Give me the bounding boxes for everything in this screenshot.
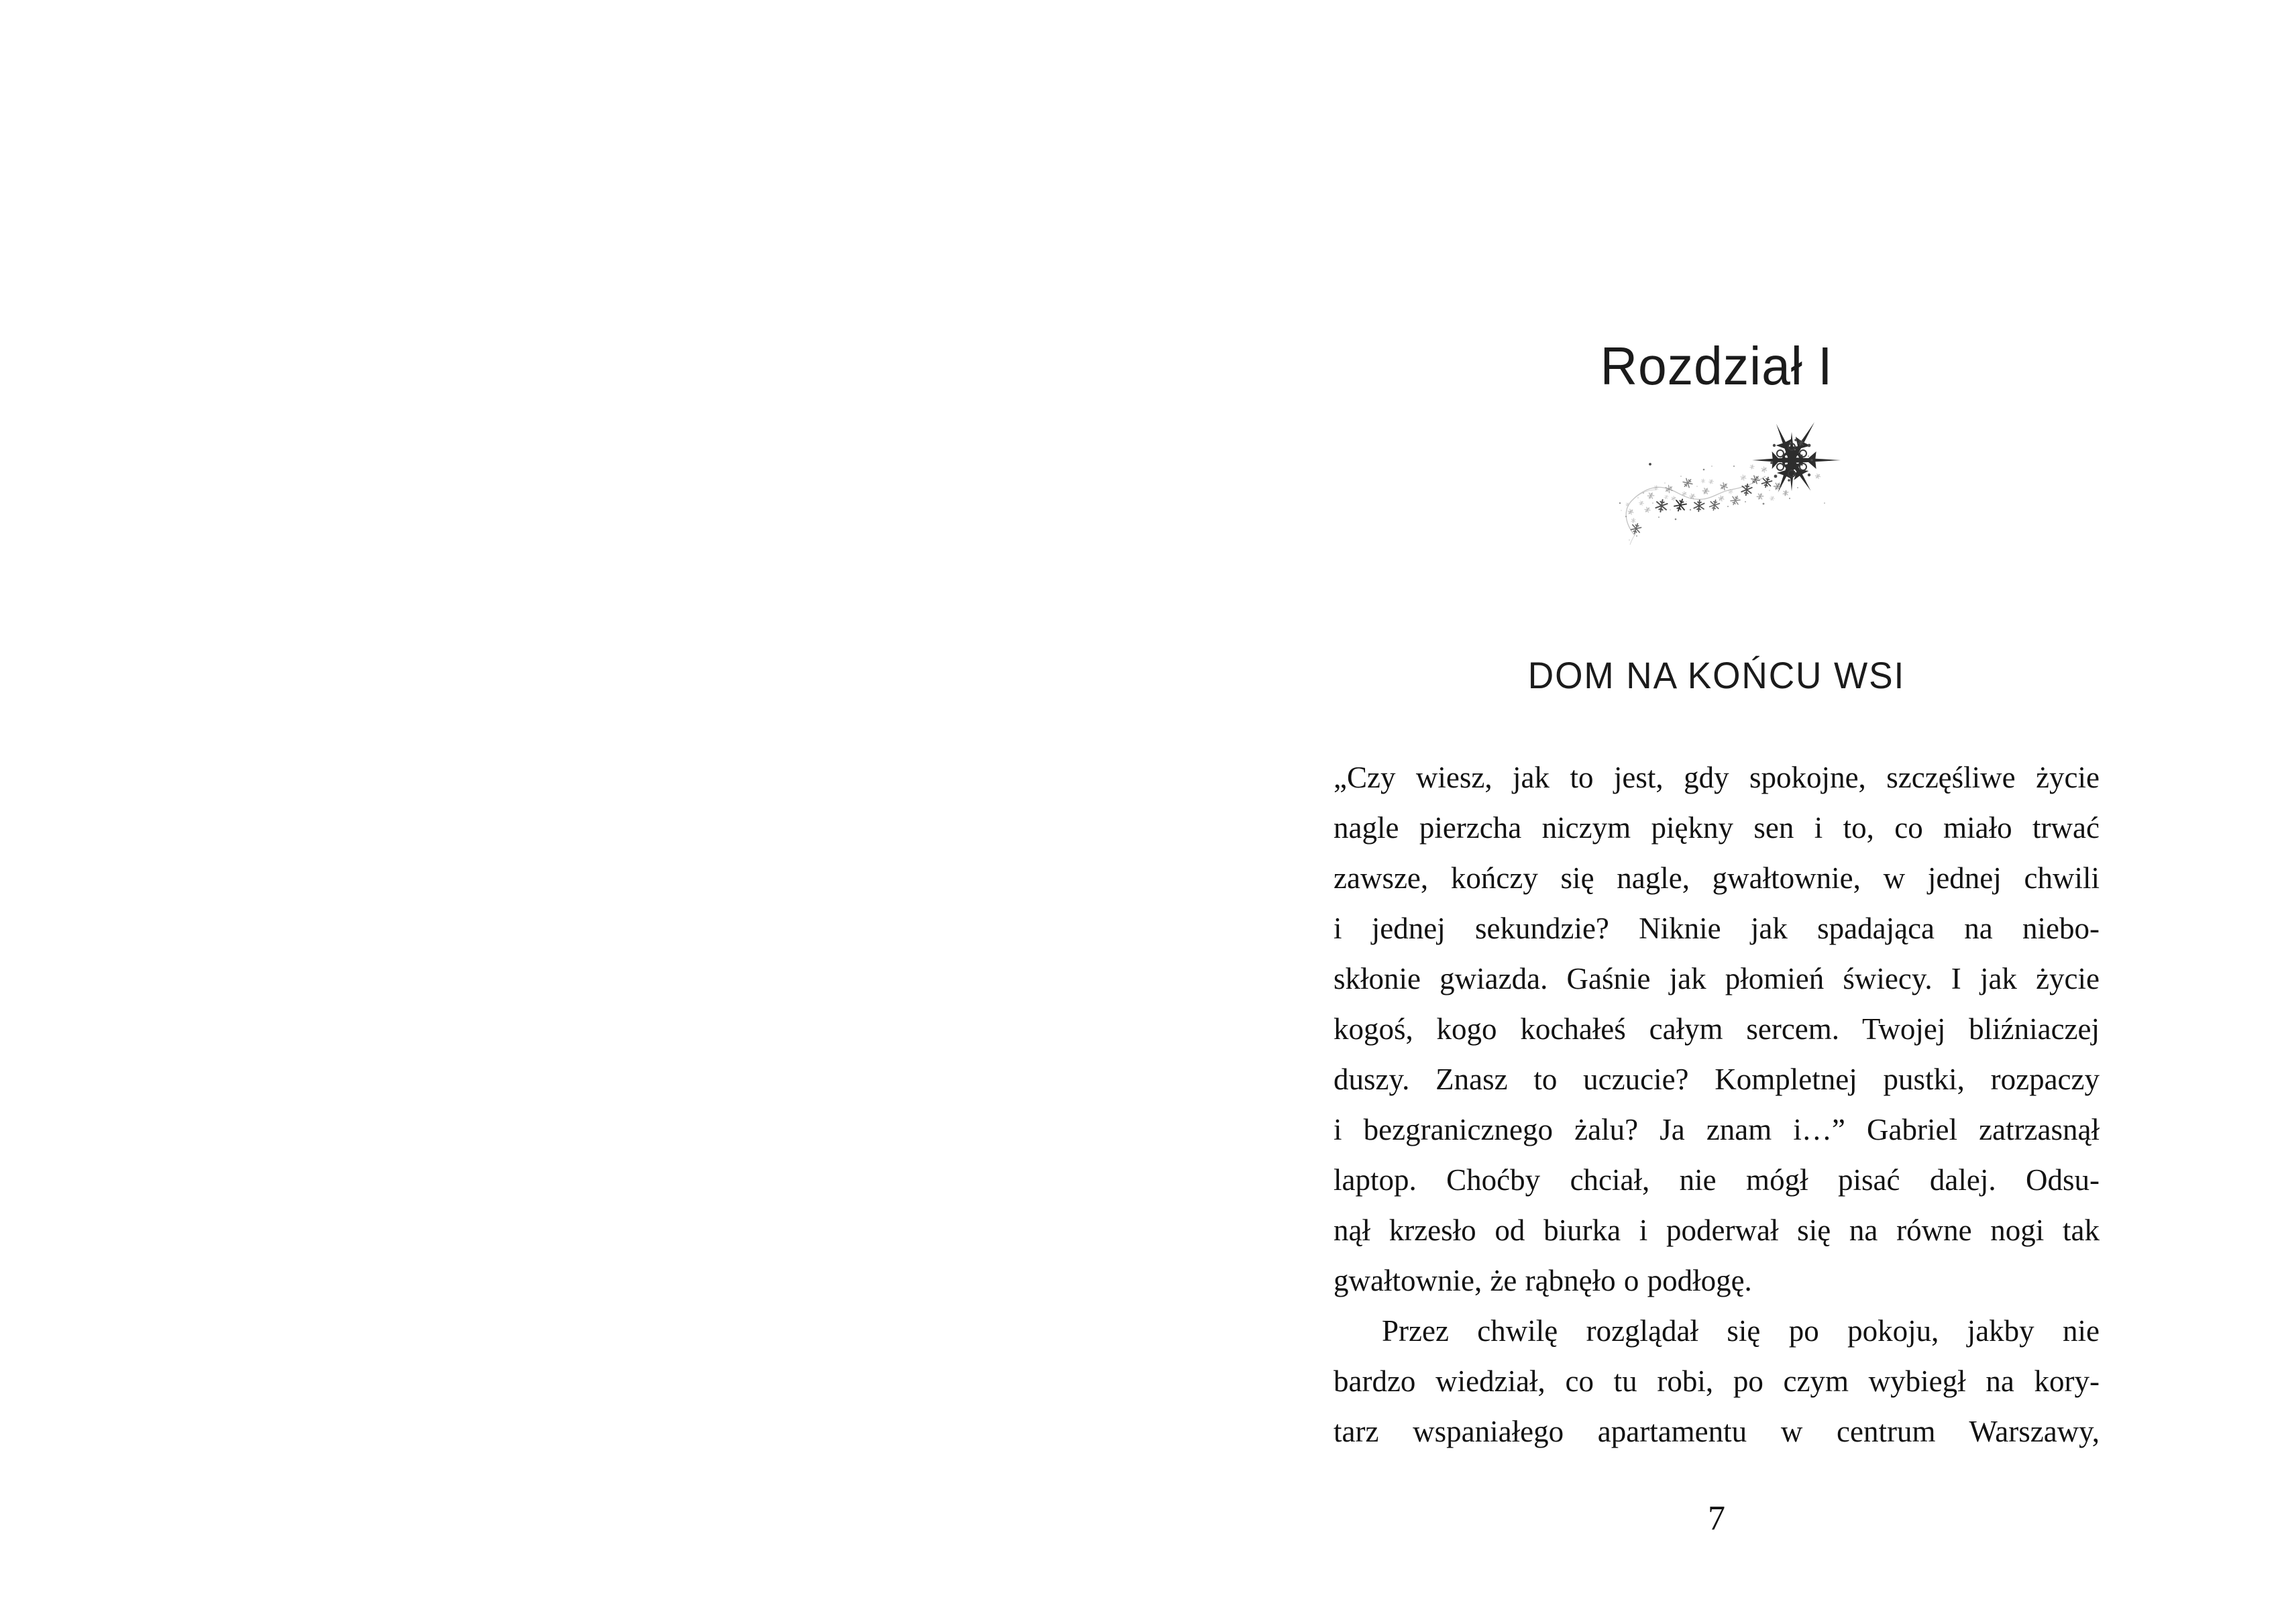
body-line: Przez chwilę rozglądał się po pokoju, jakby nie [1382, 1314, 2100, 1348]
chapter-title: Rozdział I [1600, 336, 1833, 396]
body-line: kogoś, kogo kochałeś całym sercem. Twojej bliźniaczej [1334, 1012, 2100, 1046]
body-line: gwałtownie, że rąbnęło o podłogę. [1334, 1264, 1752, 1297]
body-line: tarz wspaniałego apartamentu w centrum Warszawy, [1334, 1415, 2100, 1448]
snowflake-shooting-star-icon [1596, 402, 1878, 557]
body-line: nął krzesło od biurka i poderwał się na równe nogi tak [1334, 1213, 2100, 1247]
snowflake-ornament [1596, 402, 1878, 557]
body-line: skłonie gwiazda. Gaśnie jak płomień świecy. I jak życie [1334, 962, 2100, 995]
body-text [1334, 753, 2100, 1457]
page-number: 7 [1708, 1499, 1725, 1537]
body-line: „Czy wiesz, jak to jest, gdy spokojne, szczęśliwe życie [1334, 761, 2100, 794]
body-line: duszy. Znasz to uczucie? Kompletnej pustki, rozpaczy [1334, 1063, 2100, 1096]
body-line: laptop. Choćby chciał, nie mógł pisać dalej. Odsu- [1334, 1163, 2100, 1197]
body-line: i bezgranicznego żalu? Ja znam i…” Gabriel zatrzasnął [1334, 1113, 2100, 1146]
right-page [1141, 0, 2282, 1624]
body-line: nagle pierzcha niczym piękny sen i to, co miało trwać [1334, 811, 2100, 845]
body-line: i jednej sekundzie? Niknie jak spadająca na niebo- [1334, 912, 2100, 945]
body-line: zawsze, kończy się nagle, gwałtownie, w jednej chwili [1334, 861, 2100, 895]
body-line: bardzo wiedział, co tu robi, po czym wybiegł na kory- [1334, 1364, 2100, 1398]
section-title: DOM NA KOŃCU WSI [1527, 654, 1906, 696]
